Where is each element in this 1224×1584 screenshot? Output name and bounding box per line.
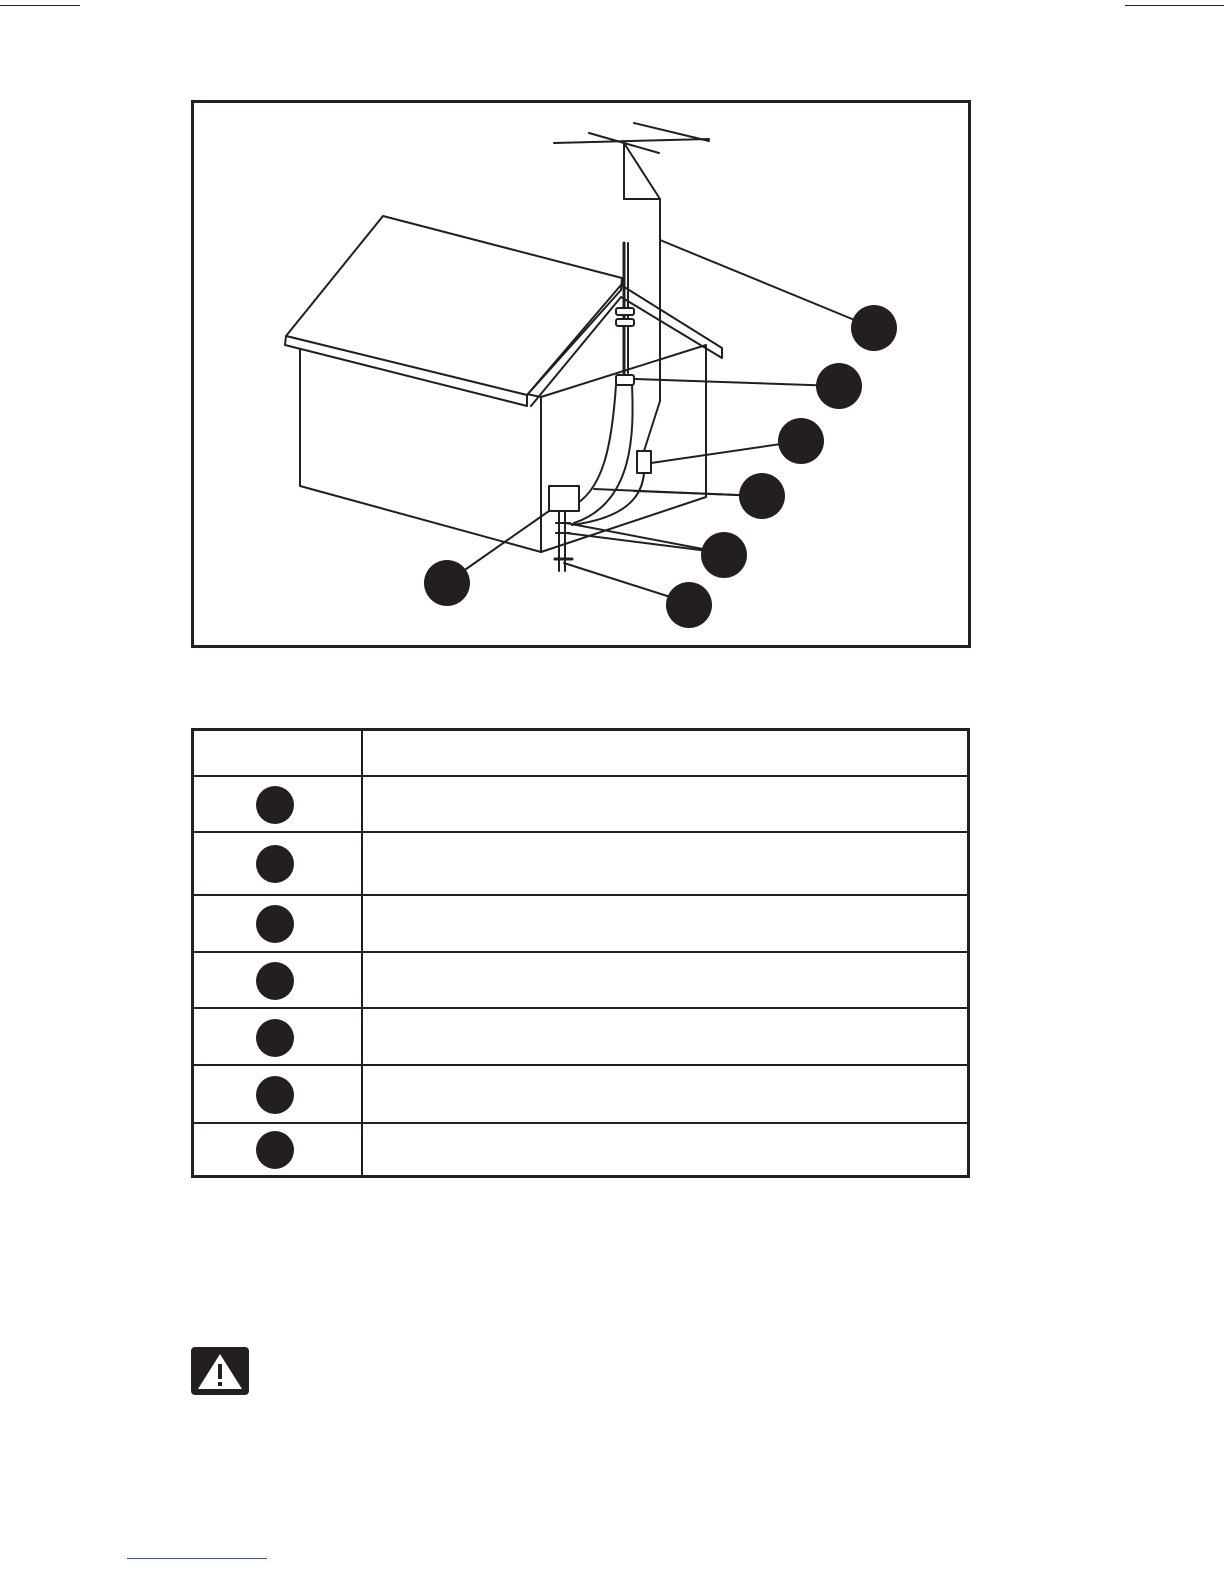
electric-service-equipment: [549, 486, 579, 511]
antenna-discharge-unit: [637, 451, 651, 473]
crop-mark-top-right: [1125, 5, 1224, 6]
leader-5b: [566, 533, 724, 553]
callout-badge-5: [701, 532, 747, 578]
callout-badge-4: [739, 473, 785, 519]
antenna-grounding-figure: [191, 100, 971, 648]
legend-badge-4: [256, 962, 294, 1000]
mast-clamp-2: [616, 319, 634, 326]
footer-link-rule: [127, 1558, 267, 1559]
warning-triangle-icon: [191, 1347, 249, 1395]
crop-mark-top-left: [0, 5, 80, 6]
legend-badge-1: [256, 786, 294, 824]
legend-row-rule: [194, 951, 967, 953]
leader-1: [660, 240, 874, 328]
antenna-boom: [554, 139, 709, 143]
mast-clamp-3: [616, 375, 634, 385]
callout-legend-table: [191, 728, 970, 1178]
legend-header-rule: [194, 775, 967, 777]
legend-badge-5: [256, 1019, 294, 1057]
legend-badge-2: [256, 845, 294, 883]
legend-badge-6: [256, 1076, 294, 1114]
legend-row-rule: [194, 1007, 967, 1009]
legend-badge-7: [256, 1131, 294, 1169]
legend-column-divider: [361, 731, 363, 1175]
legend-row-rule: [194, 1064, 967, 1066]
legend-row-rule: [194, 894, 967, 896]
callout-badge-3: [778, 418, 824, 464]
callout-badge-1: [851, 305, 897, 351]
legend-row-rule: [194, 1122, 967, 1124]
leader-5a: [566, 523, 724, 553]
callout-badge-7: [424, 560, 470, 606]
callout-badge-6: [666, 582, 712, 628]
callout-badge-2: [816, 363, 862, 409]
legend-row-rule: [194, 831, 967, 833]
legend-badge-3: [256, 905, 294, 943]
house-antenna-illustration: [194, 103, 968, 645]
mast-clamp-1: [616, 308, 634, 315]
